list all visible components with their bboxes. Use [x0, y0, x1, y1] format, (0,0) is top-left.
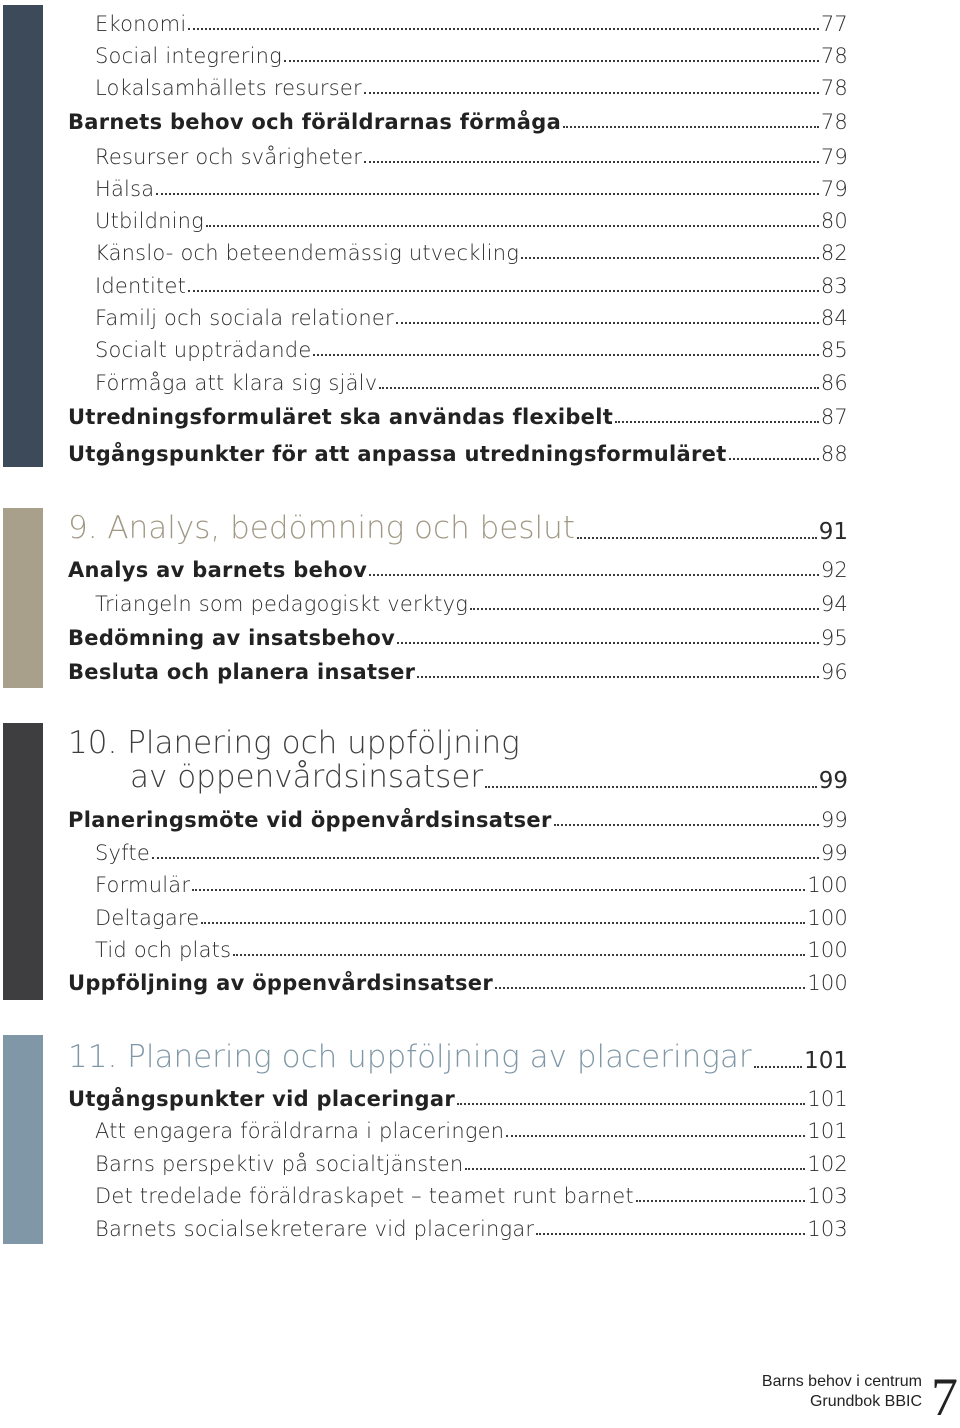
- footer-line-2: Grundbok BBIC: [809, 1393, 922, 1410]
- toc-entry[interactable]: [68, 652, 848, 684]
- toc-entry-page: 78: [820, 110, 848, 134]
- dot-leader: [192, 883, 805, 891]
- toc-entry-page: 96: [820, 660, 848, 684]
- toc-entry[interactable]: [95, 36, 848, 68]
- toc-entry-page: 85: [820, 338, 848, 362]
- dot-leader: [485, 780, 817, 788]
- toc-entry-title: Att engagera föräldrarna i placeringen: [95, 1119, 505, 1144]
- toc-entry-title: Utbildning: [95, 209, 204, 233]
- dot-leader: [417, 670, 819, 678]
- toc-entry-title: Analys av barnets behov: [68, 558, 368, 582]
- dot-leader: [754, 1060, 803, 1068]
- dot-leader: [188, 284, 819, 292]
- toc-entry-title: Formulär: [95, 873, 191, 898]
- dot-leader: [364, 155, 819, 163]
- dot-leader: [364, 86, 819, 94]
- toc-entry-title: Planeringsmöte vid öppenvårdsinsatser: [68, 808, 552, 832]
- toc-entry-page: 84: [820, 306, 848, 330]
- chapter-title: 9. Analys, bedömning och beslut: [68, 510, 575, 546]
- toc-entry-title: Identitet: [95, 274, 187, 298]
- toc-entry-title: Ekonomi: [95, 12, 187, 36]
- dot-leader: [188, 22, 818, 30]
- toc-entry[interactable]: [95, 584, 848, 616]
- toc-entry[interactable]: [95, 137, 848, 169]
- section-bar-chapter-11: [3, 1035, 43, 1244]
- toc-entry[interactable]: [95, 363, 848, 395]
- chapter-page: 91: [818, 519, 848, 545]
- toc-entry-title: Deltagare: [95, 905, 200, 930]
- chapter-11-heading[interactable]: [68, 1034, 848, 1074]
- toc-entry-page: 103: [807, 1216, 848, 1241]
- toc-entry-title: Utgångspunkter vid placeringar: [68, 1087, 456, 1111]
- toc-entry-page: 83: [820, 274, 848, 298]
- toc-entry[interactable]: [68, 102, 848, 134]
- toc-entry-title: Socialt uppträdande: [95, 338, 312, 362]
- toc-entry-page: 92: [820, 558, 848, 582]
- toc-entry-title: Utgångspunkter för att anpassa utredningsformuläret: [68, 442, 727, 466]
- toc-entry[interactable]: [95, 68, 848, 100]
- toc-entry[interactable]: [68, 800, 848, 832]
- toc-entry[interactable]: [95, 330, 848, 362]
- toc-entry-page: 88: [820, 442, 848, 466]
- dot-leader: [554, 818, 819, 826]
- footer-line-1: Barns behov i centrum: [761, 1373, 922, 1390]
- toc-entry-title: Syfte: [95, 840, 150, 865]
- toc-entry-title: Barnets socialsekreterare vid placeringar: [95, 1216, 535, 1241]
- toc-entry-page: 100: [807, 873, 848, 898]
- dot-leader: [313, 348, 818, 356]
- toc-entry-title: Tid och plats: [95, 938, 232, 963]
- toc-entry[interactable]: [95, 1209, 848, 1241]
- toc-entry-title: Bedömning av insatsbehov: [68, 626, 396, 650]
- dot-leader: [506, 1129, 805, 1137]
- dot-leader: [615, 415, 819, 423]
- toc-entry[interactable]: [95, 1111, 848, 1143]
- toc-entry-title: Det tredelade föräldraskapet – teamet runt barnet: [95, 1184, 634, 1209]
- dot-leader: [369, 568, 819, 576]
- toc-entry-title: Hälsa: [95, 177, 155, 201]
- toc-entry-title: Barns perspektiv på socialtjänsten: [95, 1151, 464, 1176]
- toc-entry[interactable]: [95, 898, 848, 930]
- toc-entry[interactable]: [95, 4, 848, 36]
- dot-leader: [206, 219, 819, 227]
- toc-entry-page: 82: [820, 241, 848, 265]
- chapter-title: 10. Planering och uppföljning: [68, 725, 520, 761]
- chapter-title-cont: av öppenvårdsinsatser: [130, 759, 484, 795]
- toc-entry[interactable]: [68, 1079, 848, 1111]
- dot-leader: [563, 120, 819, 128]
- toc-entry-page: 95: [820, 626, 848, 650]
- dot-leader: [397, 636, 819, 644]
- section-bar-chapter-9: [3, 508, 43, 688]
- toc-entry-title: Besluta och planera insatser: [68, 660, 416, 684]
- toc-entry-page: 80: [820, 209, 848, 233]
- page-number: 7: [931, 1367, 958, 1427]
- toc-entry-page: 77: [820, 12, 848, 36]
- toc-entry-title: Känslo- och beteendemässig utveckling: [95, 241, 520, 265]
- toc-entry-page: 78: [820, 44, 848, 68]
- toc-entry-page: 79: [820, 145, 848, 169]
- dot-leader: [379, 381, 819, 389]
- dot-leader: [233, 948, 805, 956]
- toc-entry[interactable]: [95, 298, 848, 330]
- page-footer: [762, 1372, 922, 1412]
- chapter-page: 99: [818, 768, 848, 794]
- toc-entry-title: Lokalsamhällets resurser: [95, 76, 362, 100]
- toc-entry-title: Social integrering: [95, 44, 282, 68]
- toc-entry[interactable]: [95, 833, 848, 865]
- dot-leader: [729, 452, 819, 460]
- toc-entry-page: 86: [820, 371, 848, 395]
- toc-entry-page: 78: [820, 76, 848, 100]
- toc-entry[interactable]: [95, 266, 848, 298]
- dot-leader: [465, 1162, 805, 1170]
- toc-entry[interactable]: [95, 865, 848, 897]
- dot-leader: [577, 531, 817, 539]
- dot-leader: [457, 1097, 805, 1105]
- dot-leader: [201, 916, 805, 924]
- toc-entry[interactable]: [68, 397, 848, 429]
- chapter-10-heading-line2[interactable]: [130, 758, 848, 794]
- dot-leader: [495, 981, 805, 989]
- toc-entry-page: 100: [807, 905, 848, 930]
- dot-leader: [156, 187, 819, 195]
- toc-entry-page: 100: [807, 971, 848, 995]
- toc-entry-page: 102: [807, 1151, 848, 1176]
- section-bar-top: [3, 5, 43, 467]
- toc-entry-page: 79: [820, 177, 848, 201]
- toc-entry-page: 100: [807, 938, 848, 963]
- toc-entry-page: 94: [820, 592, 848, 616]
- toc-entry-title: Resurser och svårigheter: [95, 145, 363, 169]
- dot-leader: [636, 1194, 806, 1202]
- toc-entry[interactable]: [68, 963, 848, 995]
- toc-entry-title: Triangeln som pedagogiskt verktyg: [95, 592, 469, 616]
- toc-entry[interactable]: [68, 550, 848, 582]
- toc-entry-title: Barnets behov och föräldrarnas förmåga: [68, 110, 562, 134]
- toc-entry-page: 101: [807, 1119, 848, 1144]
- toc-entry[interactable]: [95, 169, 848, 201]
- toc-entry[interactable]: [68, 618, 848, 650]
- toc-entry[interactable]: [95, 930, 848, 962]
- chapter-9-heading[interactable]: [68, 505, 848, 545]
- dot-leader: [536, 1227, 805, 1235]
- dot-leader: [152, 851, 819, 859]
- toc-entry-page: 87: [820, 405, 848, 429]
- dot-leader: [521, 251, 819, 259]
- toc-entry[interactable]: [68, 434, 848, 466]
- chapter-page: 101: [804, 1048, 848, 1074]
- toc-entry-page: 103: [807, 1184, 848, 1209]
- chapter-10-heading-line1[interactable]: [68, 724, 848, 760]
- toc-entry-title: Familj och sociala relationer: [95, 306, 394, 330]
- toc-entry[interactable]: [95, 201, 848, 233]
- toc-entry[interactable]: [95, 1144, 848, 1176]
- toc-entry[interactable]: [95, 1176, 848, 1208]
- chapter-title: 11. Planering och uppföljning av placeringar: [68, 1039, 752, 1075]
- section-bar-chapter-10: [3, 723, 43, 1000]
- toc-entry-page: 101: [807, 1087, 848, 1111]
- toc-entry-title: Uppföljning av öppenvårdsinsatser: [68, 971, 493, 995]
- toc-entry-title: Utredningsformuläret ska användas flexibelt: [68, 405, 614, 429]
- toc-entry-title: Förmåga att klara sig själv: [95, 371, 378, 395]
- toc-entry[interactable]: [95, 233, 848, 265]
- dot-leader: [284, 54, 819, 62]
- dot-leader: [396, 316, 819, 324]
- dot-leader: [470, 602, 819, 610]
- toc-entry-page: 99: [820, 808, 848, 832]
- toc-entry-page: 99: [820, 840, 848, 865]
